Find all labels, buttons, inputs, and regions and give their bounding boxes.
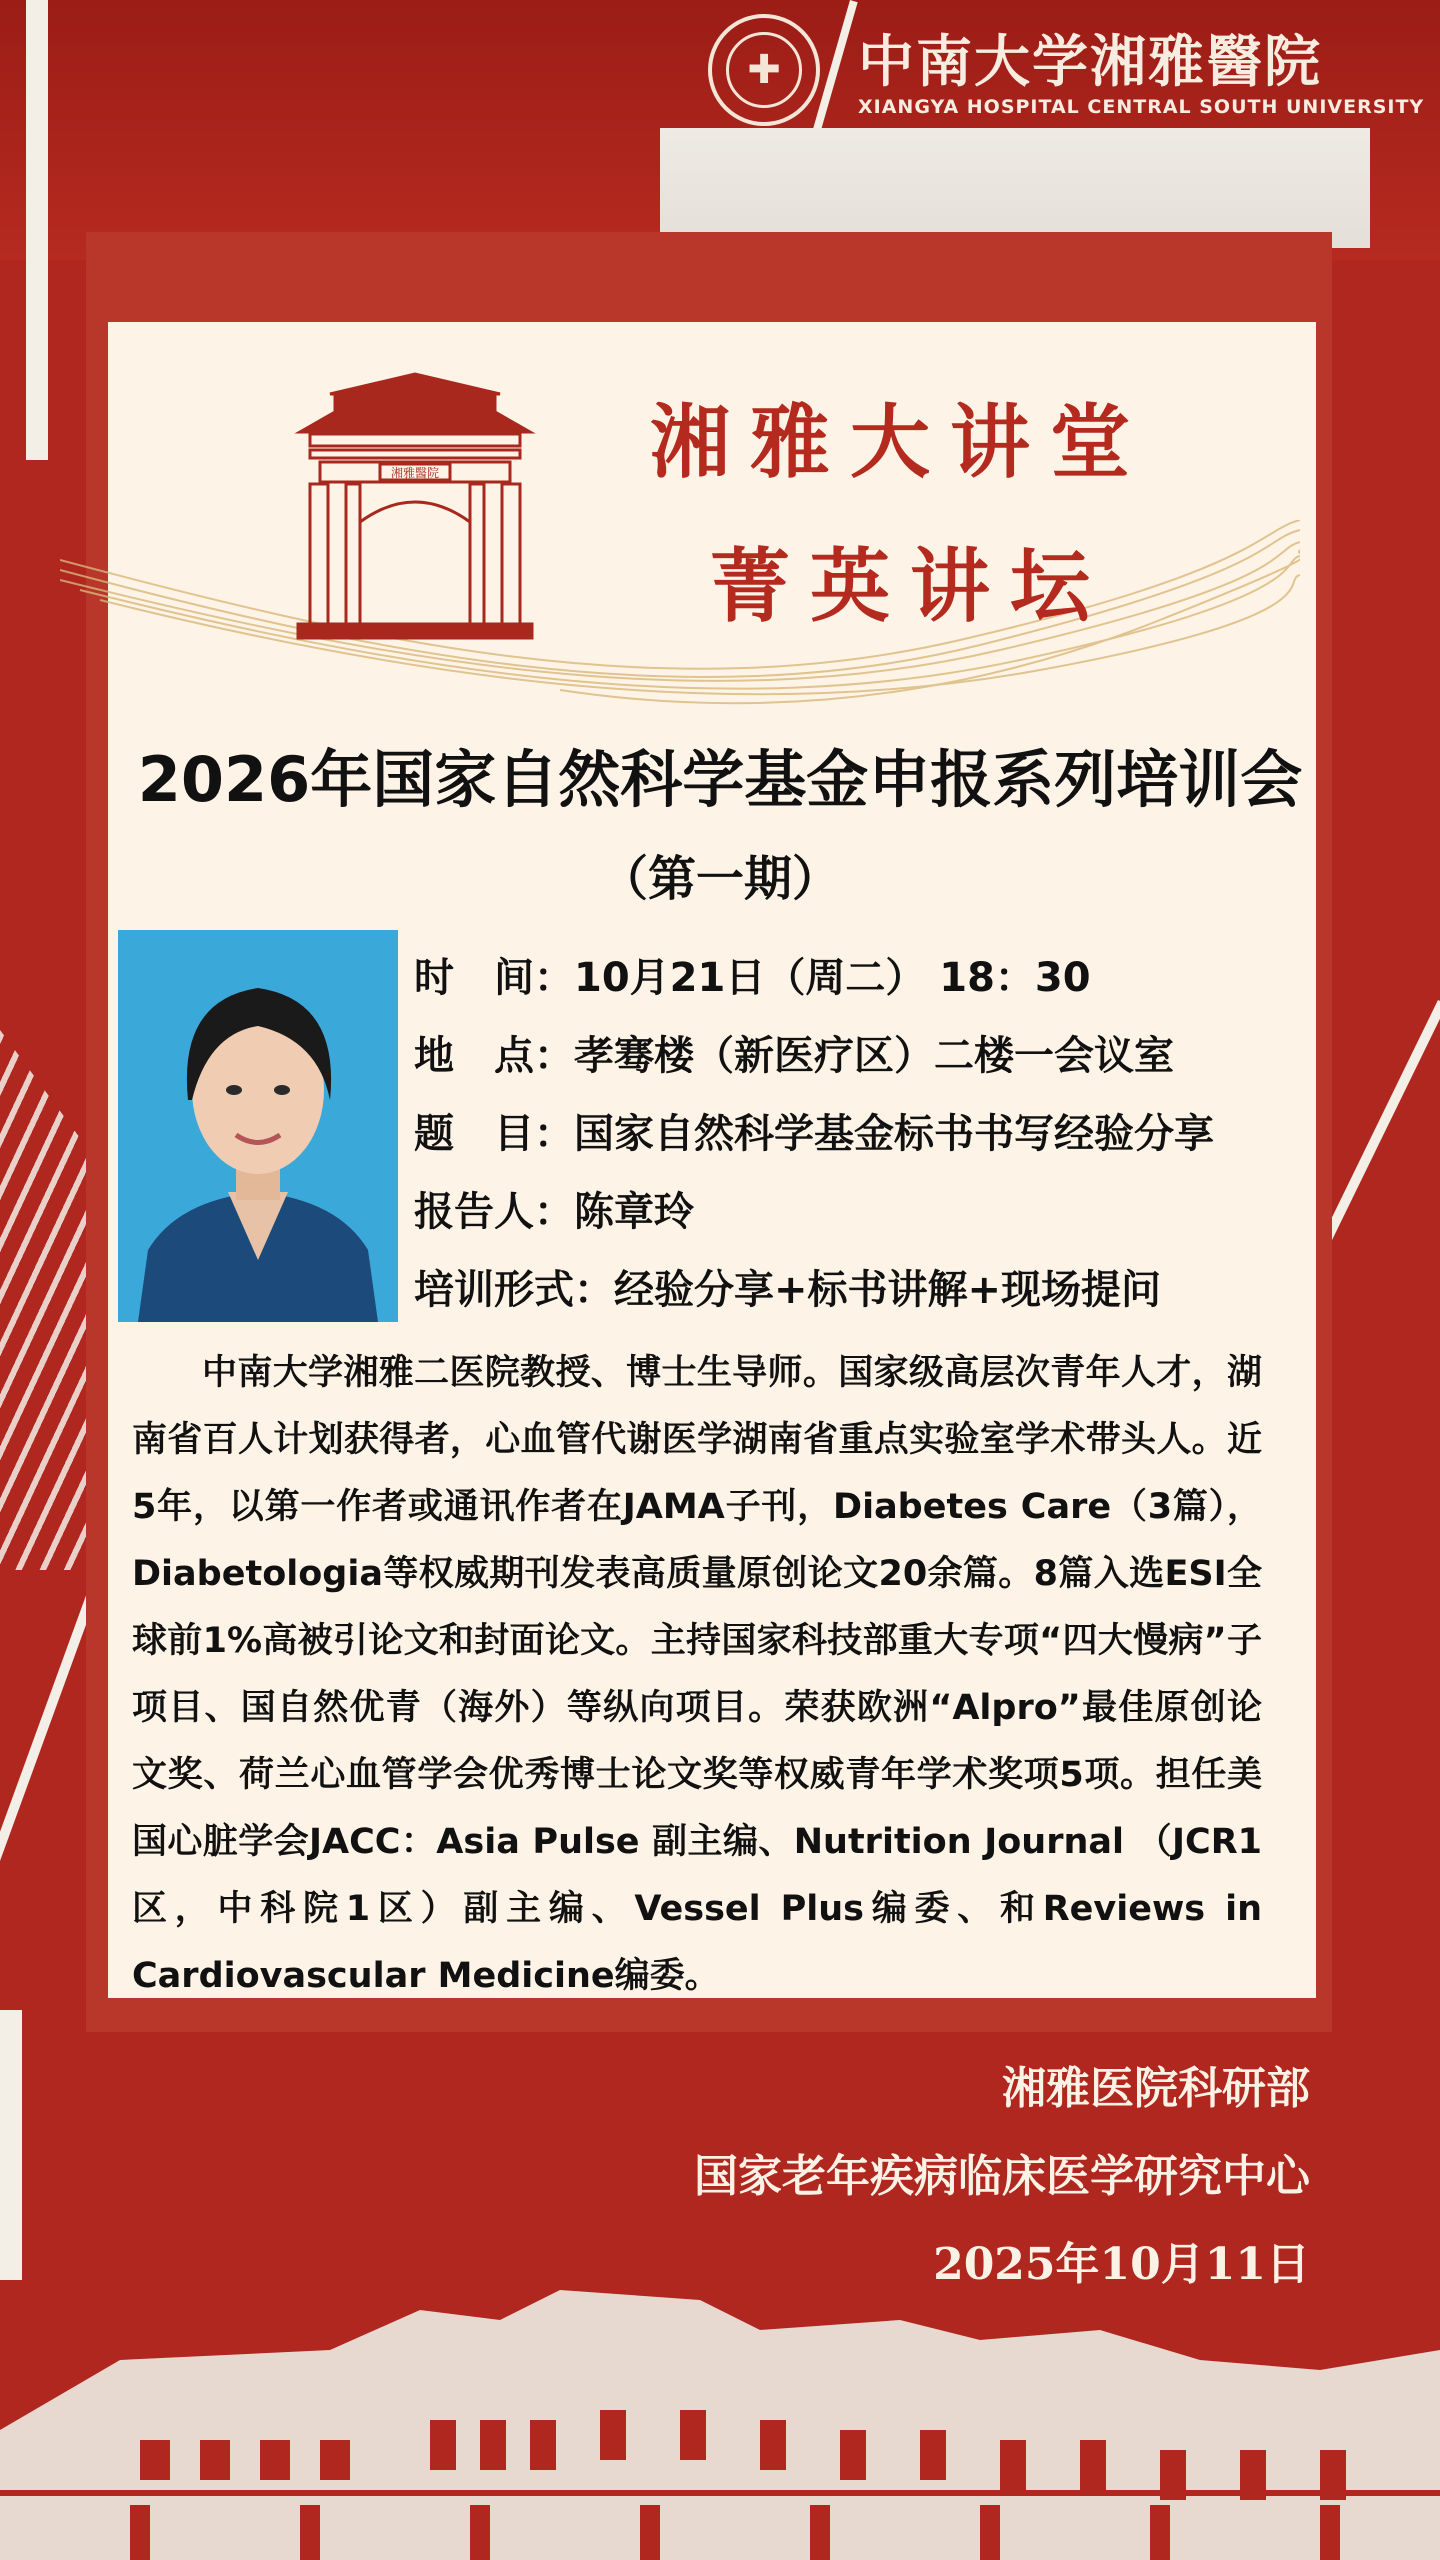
speaker-bio: 中南大学湘雅二医院教授、博士生导师。国家级高层次青年人才，湖南省百人计划获得者，心血管代谢医学湖南省重点实验室学术带头人。近5年，以第一作者或通讯作者在JAMA子刊，Diabetes Care（3篇），Diabetologia等权威期刊发表高质量原创论文20余篇。8篇入选ESI全球前1%高被引论文和封面论文。主持国家科技部重大专项“四大慢病”子项目、国自然优青（海外）等纵向项目。荣获欧洲“Alpro”最佳原创论文奖、荷兰心血管学会优秀博士论文奖等权威青年学术奖项5项。担任美国心脏学会JACC：Asia Pulse 副主编、Nutrition Journal （JCR1区，中科院1区）副主编、Vessel Plus编委、和Reviews in Cardiovascular Medicine编委。 (132, 1353, 1262, 1996)
detail-label: 题 目： (414, 1111, 574, 1157)
detail-time (414, 948, 1314, 1026)
detail-format (414, 1260, 1314, 1338)
decorative-stripe (26, 0, 48, 460)
event-subtitle: （第一期） (599, 851, 840, 907)
detail-location (414, 1026, 1314, 1104)
detail-label: 时 间： (414, 955, 574, 1001)
gate-archway-icon (290, 372, 540, 642)
decorative-gold-waves (60, 520, 1300, 720)
detail-topic (414, 1104, 1314, 1182)
event-title: 2026年国家自然科学基金申报系列培训会 (137, 743, 1303, 816)
detail-value: 10月21日（周二） 18：30 (574, 955, 1091, 1001)
header-panel (660, 128, 1370, 248)
detail-value: 孝骞楼（新医疗区）二楼一会议室 (574, 1033, 1174, 1079)
speaker-photo (118, 930, 398, 1322)
institution-name: 中南大学湘雅醫院 (858, 30, 1322, 95)
institution-name-en: XIANGYA HOSPITAL CENTRAL SOUTH UNIVERSITY (858, 96, 1425, 118)
detail-label: 培训形式： (414, 1267, 614, 1313)
hospital-logo (708, 14, 820, 126)
detail-label: 地 点： (414, 1033, 574, 1079)
decorative-stripe (0, 2010, 22, 2280)
footer-org2: 国家老年疾病临床医学研究中心 (694, 2151, 1310, 2202)
logo-emblem-icon: ✚ (726, 32, 802, 108)
gate-plaque: 湘雅醫院 (390, 466, 440, 480)
banner-title-line1: 湘雅大讲堂 (650, 395, 1150, 489)
decorative-diagonal-line (0, 1590, 97, 1951)
banner-title-line2: 菁英讲坛 (710, 539, 1110, 633)
footer-date: 2025年10月11日 (933, 2239, 1310, 2290)
detail-value: 国家自然科学基金标书书写经验分享 (574, 1111, 1214, 1157)
detail-value: 陈章玲 (574, 1189, 694, 1235)
footer-org1: 湘雅医院科研部 (1002, 2063, 1310, 2114)
hospital-building-icon (0, 2290, 1440, 2560)
speaker-portrait-icon (118, 930, 398, 1322)
detail-value: 经验分享+标书讲解+现场提问 (614, 1267, 1162, 1313)
event-details (414, 948, 1314, 1338)
detail-label: 报告人： (414, 1189, 574, 1235)
detail-speaker (414, 1182, 1314, 1260)
